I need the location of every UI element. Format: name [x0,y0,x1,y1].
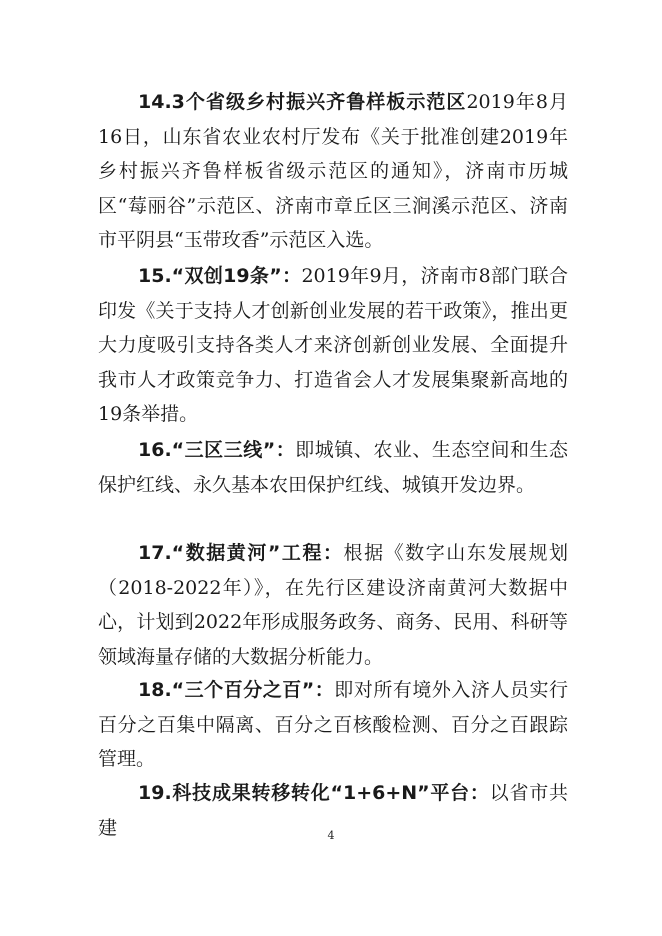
glossary-entry-15 [98,259,568,432]
entry-term: 15.“双创19条”： [138,265,302,287]
entry-body: 以省市共建 [98,782,568,839]
entry-term: 19.科技成果转移转化“1+6+N”平台： [138,782,490,804]
glossary-entry-17 [98,536,568,674]
entry-term: 18.“三个百分之百”： [138,679,335,701]
page-number: 4 [327,829,335,842]
entry-term: 16.“三区三线”： [138,439,296,461]
entry-body: 即城镇、农业、生态空间和生态保护红线、永久基本农田保护红线、城镇开发边界。 [98,439,568,496]
entry-body: 2019年9月，济南市8部门联合印发《关于支持人才创新创业发展的若干政策》，推出更大力度吸引支持各类人才来济创新创业发展、全面提升我市人才政策竞争力、打造省会人才发展集聚新高地的19条举措。 [98,265,569,425]
entry-term: 14.3个省级乡村振兴齐鲁样板示范区 [138,91,467,113]
glossary-entry-18 [98,673,568,777]
glossary-entry-16 [98,433,568,502]
entry-body: 2019年8月16日，山东省农业农村厅发布《关于批准创建2019年乡村振兴齐鲁样板省级示范区的通知》，济南市历城区“莓丽谷”示范区、济南市章丘区三涧溪示范区、济南市平阴县“玉带玫香”示范区入选。 [98,91,568,251]
entry-term: 17.“数据黄河”工程： [138,542,344,564]
entry-body: 根据《数字山东发展规划（2018-2022年）》，在先行区建设济南黄河大数据中心，计划到2022年形成服务政务、商务、民用、科研等领域海量存储的大数据分析能力。 [98,542,568,668]
glossary-entry-14 [98,85,568,258]
entry-body: 即对所有境外入济人员实行百分之百集中隔离、百分之百核酸检测、百分之百跟踪管理。 [98,679,568,770]
